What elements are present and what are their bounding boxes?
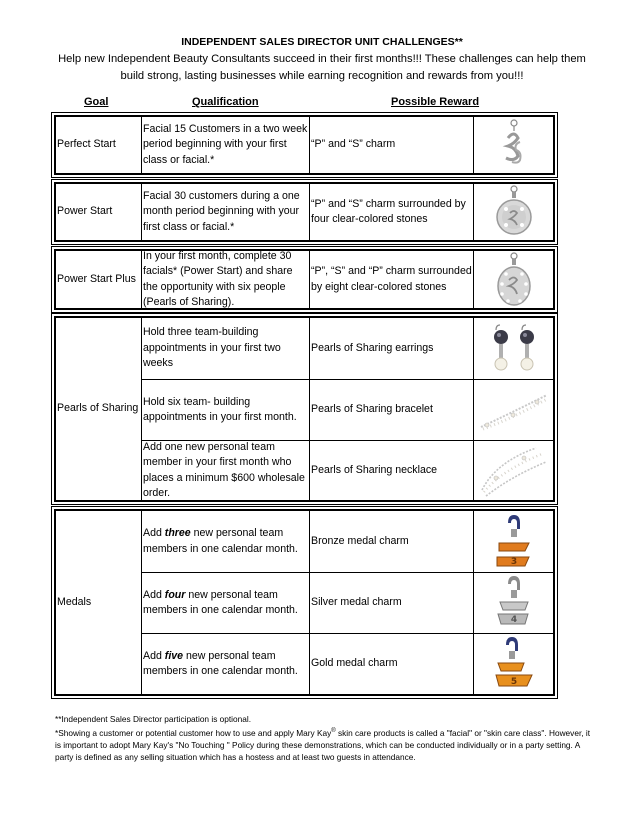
goal-cell (55, 183, 142, 241)
registered-mark: ® (331, 728, 336, 735)
ps-charm-four-stones-image (473, 183, 554, 241)
reward-text: “P” and “S” charm surrounded by four clear-colored stones (311, 197, 466, 225)
qualification-text: Add one new personal team member in your first month who places a minimum $600 wholesale order. (143, 440, 305, 499)
pearl-earrings-image (473, 317, 554, 380)
pearls-of-sharing-group (51, 313, 558, 505)
perfect-start-group (51, 112, 558, 178)
qualification-cell (141, 183, 310, 241)
power-start-plus-group (51, 246, 558, 313)
power-start-group (51, 179, 558, 245)
reward-text: Pearls of Sharing earrings (311, 341, 434, 354)
silver-medal-charm-image (473, 572, 554, 634)
reward-cell (309, 379, 474, 441)
goal-cell (55, 250, 142, 309)
reward-text: “P”, “S” and “P” charm surrounded by eight clear-colored stones (311, 265, 472, 293)
qualification-text: Add four new personal team members in one calendar month. (143, 588, 298, 616)
svg-text:3: 3 (510, 556, 517, 567)
bronze-medal-charm-image (473, 510, 554, 573)
reward-text: Silver medal charm (311, 596, 402, 609)
qualification-cell (141, 633, 310, 695)
qualification-emphasis: five (164, 649, 184, 662)
reward-text: Pearls of Sharing necklace (311, 463, 438, 476)
goal-power-start-plus: Power Start Plus (57, 272, 136, 285)
goal-cell (55, 317, 142, 501)
pearl-necklace-image (473, 440, 554, 501)
qualification-cell (141, 572, 310, 634)
qualification-text: Hold three team-building appointments in your first two weeks (143, 326, 281, 370)
goal-cell (55, 116, 142, 174)
goal-pearls-of-sharing: Pearls of Sharing (57, 402, 139, 415)
reward-cell (309, 572, 474, 634)
goal-power-start: Power Start (57, 205, 113, 218)
goal-cell (55, 510, 142, 695)
gold-medal-charm-image (473, 633, 554, 695)
footnote-director: **Independent Sales Director participation is optional. (55, 714, 252, 724)
qualification-text: Facial 30 customers during a one month period beginning with your first class or facial.* (143, 189, 300, 233)
qualification-emphasis: three (164, 527, 191, 539)
qualification-emphasis: four (164, 588, 186, 601)
qualification-text: In your first month, complete 30 facials* (Power Start) and share the opportunity with six people (Pearls of Sharing). (143, 249, 293, 308)
qualification-text: Facial 15 Customers in a two week period beginning with your first class or facial.* (143, 122, 308, 166)
qualification-cell (141, 510, 310, 573)
qualification-text: Hold six team- building appointments in your first month. (143, 395, 297, 423)
reward-cell (309, 250, 474, 309)
intro-text: Help new Independent Beauty Consultants succeed in their first months!!! These challenges can help them build strong, lasting businesses while earning recognition and rewards from you!!! (58, 53, 586, 82)
qualification-cell (141, 116, 310, 174)
qualification-cell (141, 317, 310, 380)
pearl-bracelet-image (473, 379, 554, 441)
reward-cell (309, 440, 474, 501)
column-header-qualification: Qualification (192, 96, 259, 108)
goal-perfect-start: Perfect Start (57, 138, 116, 151)
column-header-reward: Possible Reward (391, 96, 480, 108)
qualification-cell (141, 379, 310, 441)
reward-cell (309, 116, 474, 174)
ps-charm-image (473, 116, 554, 174)
qualification-cell (141, 250, 310, 309)
reward-cell (309, 317, 474, 380)
reward-text: Pearls of Sharing bracelet (311, 403, 433, 416)
goal-medals: Medals (57, 595, 92, 608)
reward-cell (309, 633, 474, 695)
reward-text: Bronze medal charm (311, 534, 409, 547)
reward-cell (309, 183, 474, 241)
footnote-facial-definition: *Showing a customer or potential customer how to use and apply Mary Kay® skin care products is called a "facial" or "skin care class". However, it is important to adopt Mary Kay's "No Touching " Policy during these demonstrations, which can be conducted individually or in a party setting. A party is defined as any selling situation which has a hostess and at least two guests in attendance. (55, 727, 591, 763)
svg-text:5: 5 (510, 677, 517, 687)
reward-cell (309, 510, 474, 573)
column-header-goal: Goal (84, 96, 109, 108)
qualification-cell (141, 440, 310, 501)
qualification-text: Add three new personal team members in one calendar month. (143, 527, 298, 555)
footnotes (55, 713, 595, 764)
reward-text: “P” and “S” charm (311, 138, 396, 151)
page-title: INDEPENDENT SALES DIRECTOR UNIT CHALLENGES** (181, 36, 463, 48)
qualification-text: Add five new personal team members in one calendar month. (143, 649, 298, 677)
psp-charm-eight-stones-image (473, 250, 554, 309)
medals-group (51, 506, 558, 699)
reward-text: Gold medal charm (311, 657, 398, 670)
svg-text:4: 4 (510, 615, 517, 625)
